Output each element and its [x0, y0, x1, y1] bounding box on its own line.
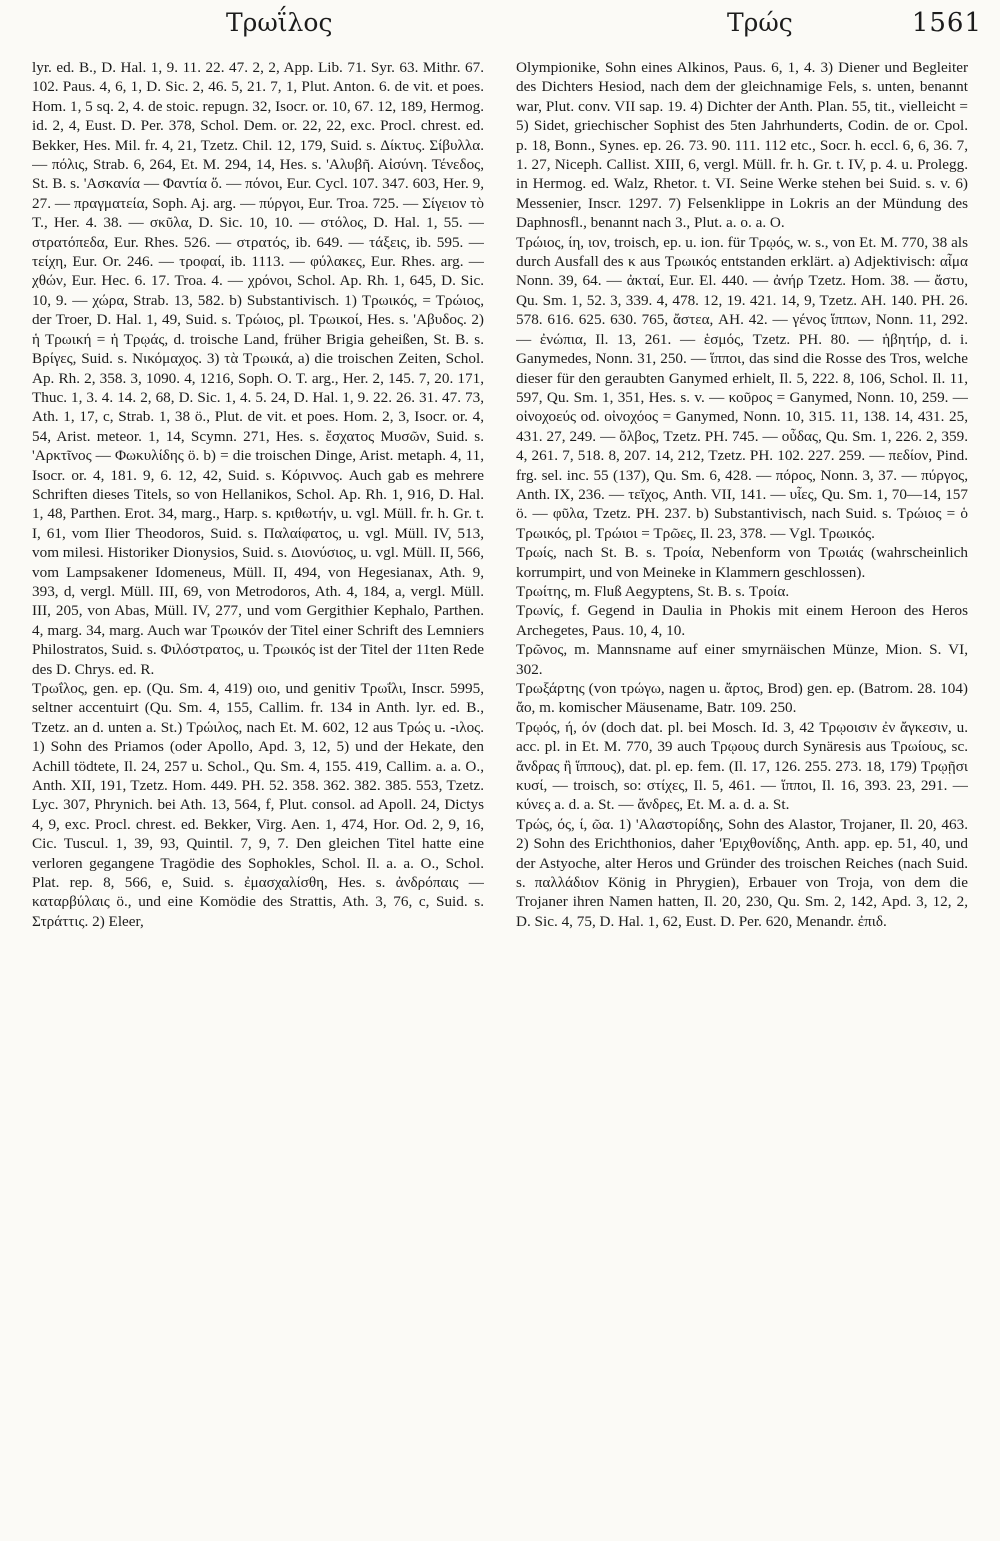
running-head-center: Τρώς: [727, 8, 793, 37]
right-column: [516, 58, 968, 1536]
running-head-left: Τρωΐλος: [226, 8, 333, 37]
entry-tronis: Τρωνίς, f. Gegend in Daulia in Phokis mit einem Heroon des Heros Archegetes, Paus. 10, 4, 10.: [516, 602, 968, 639]
entry-tronos: Τρῶνος, m. Mannsname auf einer smyrnäischen Münze, Mion. S. VI, 302.: [516, 641, 968, 678]
entry-troxartes: Τρωξάρτης (von τρώγω, nagen u. ἄρτος, Brod) gen. ep. (Batrom. 28. 104) ἄο, m. komischer Mäusename, Batr. 109. 250.: [516, 680, 968, 717]
entry-troios: Τρώιος, ίη, ιον, troisch, ep. u. ion. für Τρῳός, w. s., von Et. M. 770, 38 als durch Ausfall des κ aus Τρωικός entstanden erklärt. a) Adjektivisch: αἷμα Nonn. 39, 64. — ἀκταί, Eur. El. 440. — ἀνήρ Tzetz. Hom. 38. — ἄστυ, Qu. Sm. 1, 52. 3, 339. 4, 478. 12, 19. 421. 14, 9, Tzetz. AH. 140. PH. 26. 578. 616. 625. 630. 765, ἄστεα, AH. 42. — γένος ἵππων, Nonn. 11, 292. — ἐνώπια, Il. 13, 261. — ἑσμός, Tzetz. PH. 80. — ἡβητήρ, d. i. Ganymedes, Nonn. 31, 250. — ἵπποι, das sind die Rosse des Tros, welche dieser für den geraubten Ganymed erhielt, Il. 5, 222. 8, 106, Schol. Il. 11, 597, Qu. Sm. 1, 351, Hes. s. v. — κοῦρος = Ganymed, Nonn. 10, 259. — οἰνοχοεύς od. οἰνοχόος = Ganymed, Nonn. 10, 315. 11, 138. 14, 431. 25, 431. 27, 249. — ὄλβος, Tzetz. PH. 745. — οὖδας, Qu. Sm. 1, 226. 2, 359. 4, 261. 7, 518. 8, 207. 14, 212, Tzetz. PH. 102. 227. 259. — πεδίον, Pind. frg. sel. inc. 55 (137), Qu. Sm. 6, 428. — πόρος, Nonn. 3, 37. — πύργος, Anth. IX, 236. — τεῖχος, Anth. VII, 141. — υἷες, Qu. Sm. 1, 70—14, 157 ö. — φῦλα, Tzetz. PH. 237. b) Substantivisch, nach Suid. s. Τρώιος = ὁ Τρωικός, pl. Τρώιοι = Τρῶες, Il. 23, 378. — Vgl. Τρωικός.: [516, 233, 968, 542]
page-number: 1561: [911, 8, 982, 38]
left-column: [32, 58, 484, 1536]
entry-trois: Τρωίς, nach St. B. s. Τροία, Nebenform von Τρωιάς (wahrscheinlich korrumpirt, und von Meineke in Klammern geschlossen).: [516, 544, 968, 581]
entry-tros: Τρώς, ός, ί, ῶα. 1) 'Αλαστορίδης, Sohn des Alastor, Trojaner, Il. 20, 463. 2) Sohn des Erichthonios, daher 'Εριχθονίδης, Anth. app. ep. 51, 40, und der Astyoche, alter Heros und Gründer des troischen Reiches (nach Suid. s. παλλάδιον König in Phrygien), Erbauer von Troja, von dem die Trojaner ihren Namen hatten, Il. 20, 230, Qu. Sm. 2, 142, Apd. 3, 12, 2, D. Sic. 4, 75, D. Hal. 1, 62, Eust. D. Per. 620, Menandr. ἐπιδ.: [516, 815, 968, 930]
entry-troilos: Τρωΐλος, gen. ep. (Qu. Sm. 4, 419) οιο, und genitiv Τρωΐλι, Inscr. 5995, seltner accentuirt (Qu. Sm. 4, 155, Callim. fr. 134 in Anth. lyr. ed. B., Tzetz. an d. unten a. St.) Τρώιλος, nach Et. M. 602, 12 aus Τρώς u. -ιλος. 1) Sohn des Priamos (oder Apollo, Apd. 3, 12, 5) und der Hekate, den Achill tödtete, Il. 24, 257 u. Schol., Qu. Sm. 4, 155. 419, Callim. a. a. O., Anth. XII, 191, Tzetz. Hom. 449. PH. 52. 358. 362. 382. 385. 553, Tzetz. Lyc. 307, Phrynich. bei Ath. 13, 564, f, Plut. consol. ad Apoll. 24, Dictys 4, 9, exc. Procl. chrest. ed. Bekker, Virg. Aen. 1, 474, Hor. Od. 2, 9, 16, Cic. Tuscul. 1, 39, 93, Quintil. 7, 9, 7. Den gleichen Titel hatte eine verloren gegangene Tragödie des Sophokles, Schol. Il. a. a. O., Schol. Plat. rep. 8, 566, e, Suid. s. ἐμασχαλίσθη, Hes. s. ἀνδρόπαις — καταρβύλαις ö., und eine Komödie des Strattis, Ath. 3, 76, c, Suid. s. Στράττις. 2) Eleer,: [32, 680, 484, 930]
entry-continuation: Olympionike, Sohn eines Alkinos, Paus. 6, 1, 4. 3) Diener und Begleiter des Dichters Hesiod, nach dem der gleichnamige Fels, s. unten, benannt war, Plut. conv. VII sap. 19. 4) Dichter der Anth. Plan. 55, tit., vielleicht = 5) Sidet, griechischer Sophist des 5ten Jahrhunderts, Codin. de or. Cpol. p. 18, Bonn., Synes. ep. 26. 73. 90. 111. 112 etc., Socr. h. eccl. 6, 6, 36. 7, 1. 27, Niceph. Callist. XIII, 6, vergl. Müll. fr. h. Gr. t. IV, p. 4. u. Prolegg. in Hermog. ed. Walz, Rhetor. t. VI. Seine Werke stehen bei Suid. s. v. 6) Messenier, Inscr. 1297. 7) Felsenklippe in Lokris an der Mündung des Daphnosfl., benannt nach 3., Plut. a. o. a. O.: [516, 59, 968, 232]
entry-troites: Τρωίτης, m. Fluß Aegyptens, St. B. s. Τροία.: [516, 582, 790, 600]
entry-troos: Τρῳός, ή, όν (doch dat. pl. bei Mosch. Id. 3, 42 Τρῳοισιν ἐν ἄγκεσιν, u. acc. pl. in Et. M. 770, 39 auch Τρῳους durch Synäresis aus Τρωίους, sc. ἄνδρας ἢ ἵππους), dat. pl. ep. fem. (Il. 17, 126. 255. 273. 18, 179) Τρῳῇσι κυσί, — troisch, so: στίχες, Il. 5, 461. — ἵπποι, Il. 16, 393. 23, 291. — κύνες a. d. a. St. — ἄνδρες, Et. M. a. d. a. St.: [516, 718, 968, 814]
entry-continuation: lyr. ed. B., D. Hal. 1, 9. 11. 22. 47. 2, 2, App. Lib. 71. Syr. 63. Mithr. 67. 102. Paus. 4, 6, 1, D. Sic. 2, 46. 5, 21. 7, 1, Plut. Anton. 6. de vit. et poes. Hom. 1, 5 sq. 2, 4. de stoic. repugn. 32, Isocr. or. 10, 67. 12, 189, Hermog. id. 2, 4, Eust. D. Per. 378, Schol. Dem. or. 22, 22, exc. Procl. chrest. ed. Bekker, Hes. Mil. fr. 4, 21, Tzetz. Chil. 12, 179, Suid. s. Δίκτυς. Σίβυλλα. — πόλις, Strab. 6, 264, Et. M. 294, 14, Hes. s. 'Αλυβῆ. Αἰσύνη. Τένεδος, St. B. s. 'Ασκανία — Φαντία ὅ. — πόνοι, Eur. Cycl. 107. 347. 603, Her. 9, 27. — πραγματεία, Soph. Aj. arg. — πύργοι, Eur. Troa. 725. — Σίγειον τὸ Τ., Her. 4. 38. — σκῦλα, D. Sic. 10, 10. — στόλος, D. Hal. 1, 55. — στρατόπεδα, Eur. Rhes. 526. — στρατός, ib. 649. — τάξεις, ib. 595. — τείχη, Eur. Or. 246. — τροφαί, ib. 1113. — φύλακες, Eur. Rhes. arg. — χθών, Eur. Hec. 6. 17. Troa. 4. — χρόνοι, Schol. Ap. Rh. 1, 645, D. Sic. 10, 9. — χώρα, Strab. 13, 582. b) Substantivisch. 1) Τρωικός, = Τρώιος, der Troer, D. Hal. 1, 49, Suid. s. Τρώιος, pl. Τρωικοί, Hes. s. 'Αβυδος. 2) ἡ Τρωική = ἡ Τρῳάς, d. troische Land, früher Brigia geheißen, St. B. s. Βρίγες, Suid. s. Νικόμαχος. 3) τὰ Τρωικά, a) die troischen Zeiten, Schol. Ap. Rh. 2, 358. 3, 1090. 4, 1216, Soph. O. T. arg., Her. 2, 145. 7, 20. 171, Thuc. 1, 3. 4. 14. 2, 68, D. Sic. 1, 4. 5. 24, D. Hal. 1, 9. 22. 26. 31. 47. 73, Ath. 1, 17, c, Strab. 1, 38 ö., Plut. de vit. et poes. Hom. 2, 3, Isocr. or. 4, 54, Arist. meteor. 1, 14, Scymn. 271, Hes. s. ἔσχατος Μυσῶν, Suid. s. 'Αρκτῖνος — Φωκυλίδης ö. b) = die troischen Dinge, Arist. metaph. 4, 11, Isocr. or. 4, 181. 9, 6. 12, 42, Suid. s. Κόριννος. Auch gab es mehrere Schriften dieses Titels, so von Hellanikos, Schol. Ap. Rh. 1, 916, D. Hal. 1, 48, Parthen. Erot. 34, marg., Harp. s. κριθωτήν, u. vgl. Müll. fr. h. Gr. t. I, 61, vom Ilier Theodoros, Suid. s. Παλαίφατος, u. vgl. Müll. IV, 513, vom milesi. Historiker Dionysios, Suid. s. Διονύσιος, u. vgl. Müll. II, 566, vom Lampsakener Idomeneus, Müll. II, 494, von Hegesianax, Ath. 9, 393, d, vergl. Müll. III, 69, von Metrodoros, Ath. 4, 184, a, vergl. Müll. III, 205, von Abas, Müll. IV, 277, und vom Gergithier Kephalo, Parthen. 4, marg. 34, marg. Auch war Τρωικόν der Titel einer Schrift des Lemniers Philostratos, Suid. s. Φιλόστρατος, u. Τρωικός ist der Titel der 11ten Rede des D. Chrys. ed. R.: [32, 59, 484, 678]
